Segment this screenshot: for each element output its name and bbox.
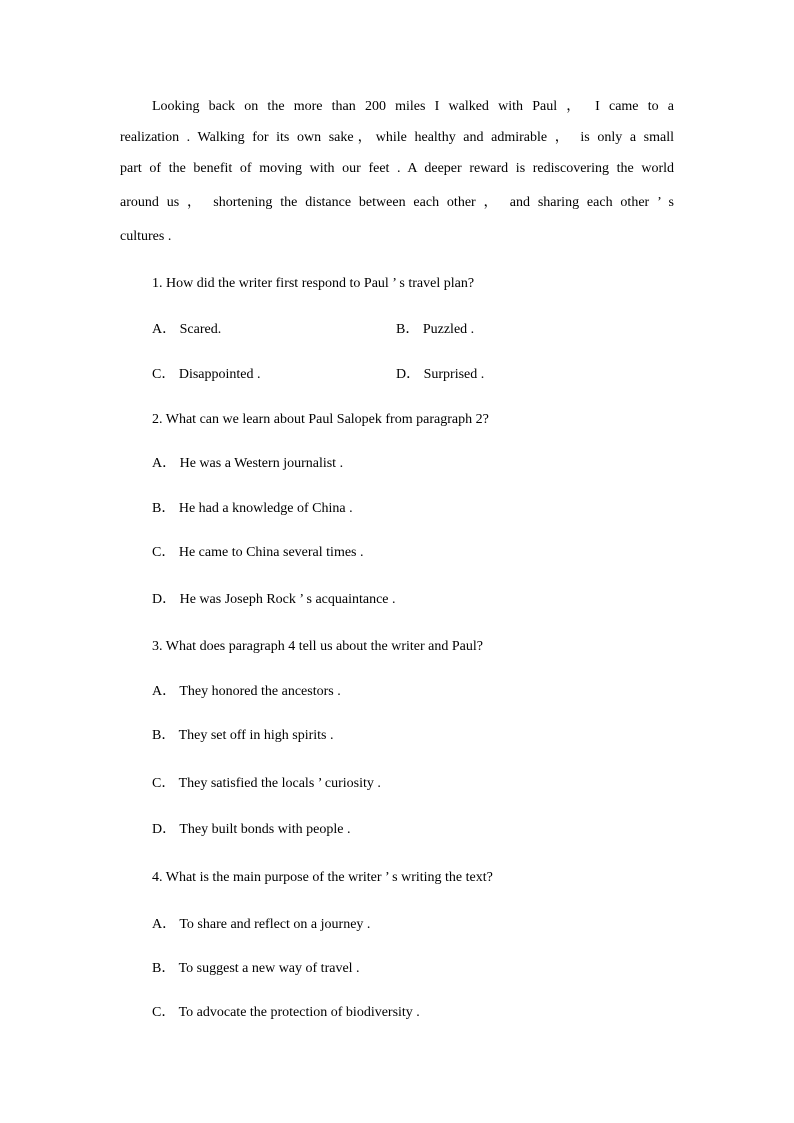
question-2-option-b: B． He had a knowledge of China . <box>152 501 353 516</box>
passage-line-5: cultures . <box>120 229 172 244</box>
question-1-option-b: B． Puzzled . <box>396 322 475 337</box>
passage-line-1: Looking back on the more than 200 miles I walked with Paul ， I came to a <box>152 99 674 114</box>
question-2-option-c: C． He came to China several times . <box>152 545 364 560</box>
question-4-stem: 4. What is the main purpose of the writer ’ s writing the text? <box>152 870 493 885</box>
question-1-option-c: C． Disappointed . <box>152 367 261 382</box>
passage-line-3: part of the benefit of moving with our feet . A deeper reward is rediscovering the world <box>120 161 674 176</box>
passage-line-2: realization . Walking for its own sake，while healthy and admirable ， is only a small <box>120 130 674 145</box>
question-3-stem: 3. What does paragraph 4 tell us about the writer and Paul? <box>152 639 483 654</box>
question-3-option-d: D． They built bonds with people . <box>152 822 351 837</box>
question-2-stem: 2. What can we learn about Paul Salopek from paragraph 2? <box>152 412 489 427</box>
question-2-option-d: D． He was Joseph Rock ’ s acquaintance . <box>152 592 396 607</box>
question-1-stem: 1. How did the writer first respond to Paul ’ s travel plan? <box>152 276 475 291</box>
question-3-option-c: C． They satisfied the locals ’ curiosity . <box>152 776 381 791</box>
question-3-option-b: B． They set off in high spirits . <box>152 728 334 743</box>
question-1-option-a: A． Scared. <box>152 322 222 337</box>
question-1-option-d: D． Surprised . <box>396 367 485 382</box>
question-4-option-a: A． To share and reflect on a journey . <box>152 917 371 932</box>
question-3-option-a: A． They honored the ancestors . <box>152 684 341 699</box>
passage-line-4: around us ， shortening the distance between each other ， and sharing each other ’ s <box>120 195 674 210</box>
question-4-option-c: C． To advocate the protection of biodiversity . <box>152 1005 420 1020</box>
question-2-option-a: A． He was a Western journalist . <box>152 456 344 471</box>
question-4-option-b: B． To suggest a new way of travel . <box>152 961 360 976</box>
